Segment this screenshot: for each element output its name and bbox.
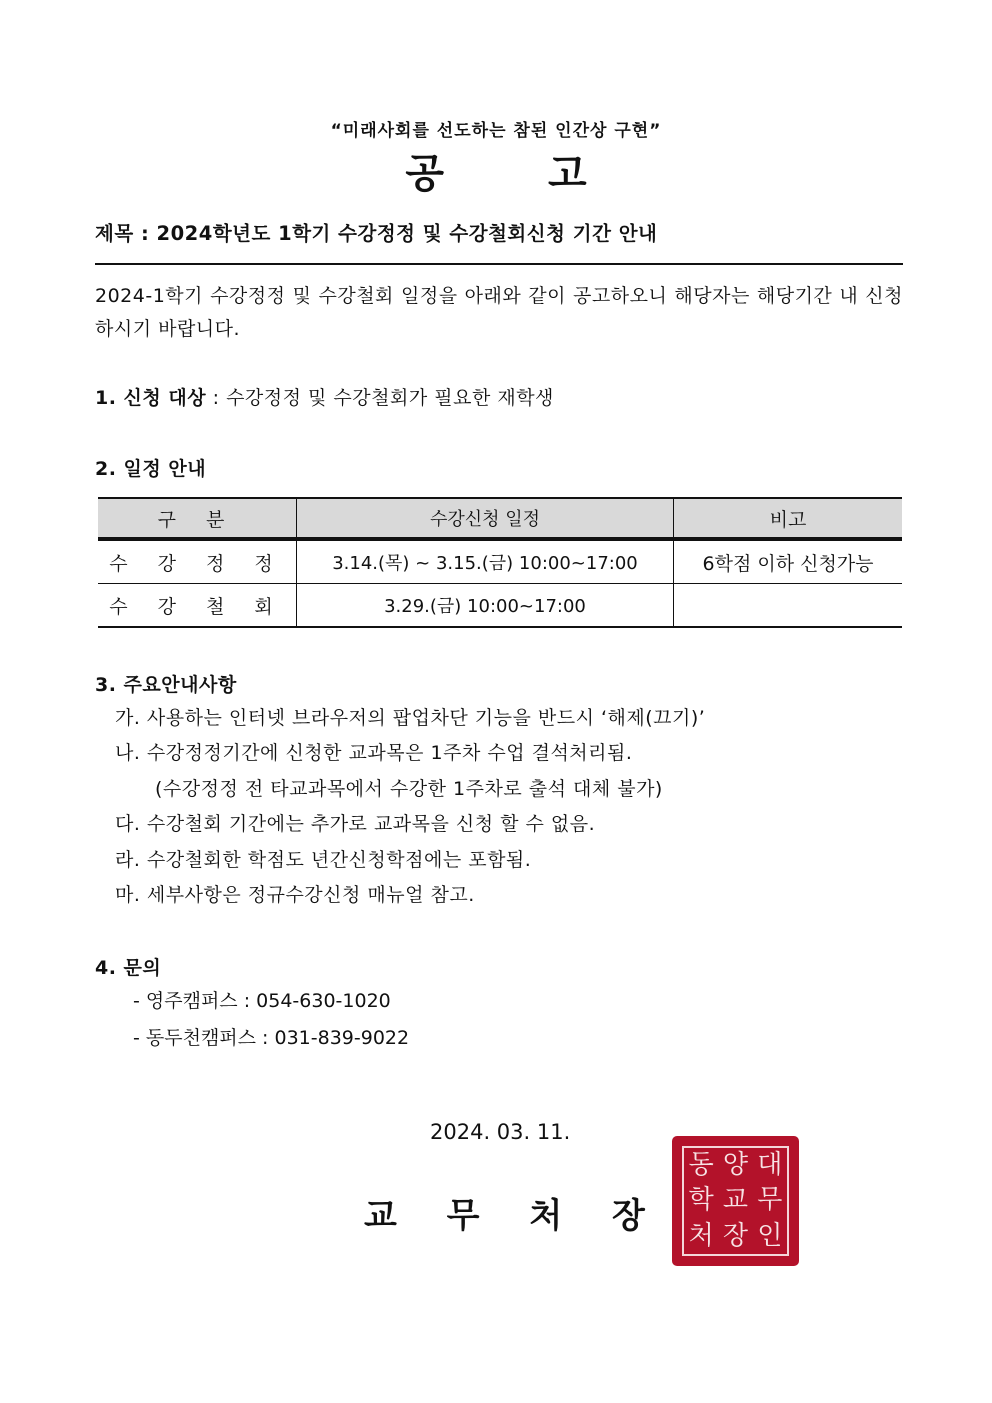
contact-item: - 영주캠퍼스 : 054-630-1020 xyxy=(133,990,391,1012)
table-cell: 수 강 철 회 xyxy=(98,584,297,628)
table-cell: 3.29.(금) 10:00~17:00 xyxy=(297,584,674,628)
section-notes-heading xyxy=(95,670,237,697)
slogan: “미래사회를 선도하는 참된 인간상 구현” xyxy=(330,121,662,141)
seal-glyph: 무 xyxy=(757,1185,783,1216)
table-cell xyxy=(674,584,903,628)
official-seal xyxy=(672,1136,799,1266)
seal-characters xyxy=(682,1146,789,1256)
issuer: 교 무 처 장 xyxy=(364,1196,645,1236)
seal-glyph: 대 xyxy=(757,1150,783,1180)
contact-item: - 동두천캠퍼스 : 031-839-9022 xyxy=(133,1026,410,1049)
seal-glyph: 양 xyxy=(722,1150,749,1180)
table-cell: 6학점 이하 신청가능 xyxy=(674,539,903,584)
table-cell: 수 강 정 정 xyxy=(98,539,297,584)
col-header: 비고 xyxy=(674,498,903,539)
contact-list xyxy=(133,983,409,1056)
seal-glyph: 학 xyxy=(688,1185,714,1216)
section-target-heading: 1. 신청 대상 xyxy=(95,387,207,409)
seal-glyph: 처 xyxy=(688,1220,714,1251)
seal-glyph: 장 xyxy=(722,1220,749,1251)
list-item: 다. 수강철회 기간에는 추가로 교과목을 신청 할 수 없음. xyxy=(115,813,596,836)
notes-list xyxy=(115,701,705,913)
list-item: 가. 사용하는 인터넷 브라우저의 팝업차단 기능을 반드시 ‘해제(끄기)’ xyxy=(115,707,706,729)
contact-heading: 4. 문의 xyxy=(95,957,162,979)
seal-glyph: 인 xyxy=(757,1220,783,1251)
seal-glyph: 동 xyxy=(688,1150,714,1180)
section-contact-heading xyxy=(95,953,161,980)
seal-glyph: 교 xyxy=(722,1185,749,1216)
intro-paragraph: 2024-1학기 수강정정 및 수강철회 일정을 아래와 같이 공고하오니 해당자는 해당기간 내 신청 하시기 바랍니다. xyxy=(95,285,903,340)
list-item: 마. 세부사항은 정규수강신청 매뉴얼 참고. xyxy=(115,884,475,907)
divider xyxy=(95,263,903,265)
notes-heading: 3. 주요안내사항 xyxy=(95,674,237,696)
page-title: 공 고 xyxy=(405,151,587,197)
col-header: 구 분 xyxy=(98,498,297,539)
list-item: 나. 수강정정기간에 신청한 교과목은 1주차 수업 결석처리됨. xyxy=(115,742,633,765)
section-target xyxy=(95,383,554,410)
notice-subject: 제목 : 2024학년도 1학기 수강정정 및 수강철회신청 기간 안내 xyxy=(95,222,658,245)
section-schedule-heading xyxy=(95,454,206,481)
schedule-heading: 2. 일정 안내 xyxy=(95,458,207,480)
notice-date: 2024. 03. 11. xyxy=(430,1120,571,1144)
list-item: (수강정정 전 타교과목에서 수강한 1주차로 출석 대체 불가) xyxy=(155,777,663,800)
table-row xyxy=(98,539,902,584)
section-target-text: : 수강정정 및 수강철회가 필요한 재학생 xyxy=(206,387,554,409)
table-cell: 3.14.(목) ~ 3.15.(금) 10:00~17:00 xyxy=(297,539,674,584)
table-header-row xyxy=(98,498,902,539)
list-item: 라. 수강철회한 학점도 년간신청학점에는 포함됨. xyxy=(115,848,532,871)
col-header: 수강신청 일정 xyxy=(297,498,674,539)
schedule-table xyxy=(98,497,902,628)
table-row xyxy=(98,584,902,628)
